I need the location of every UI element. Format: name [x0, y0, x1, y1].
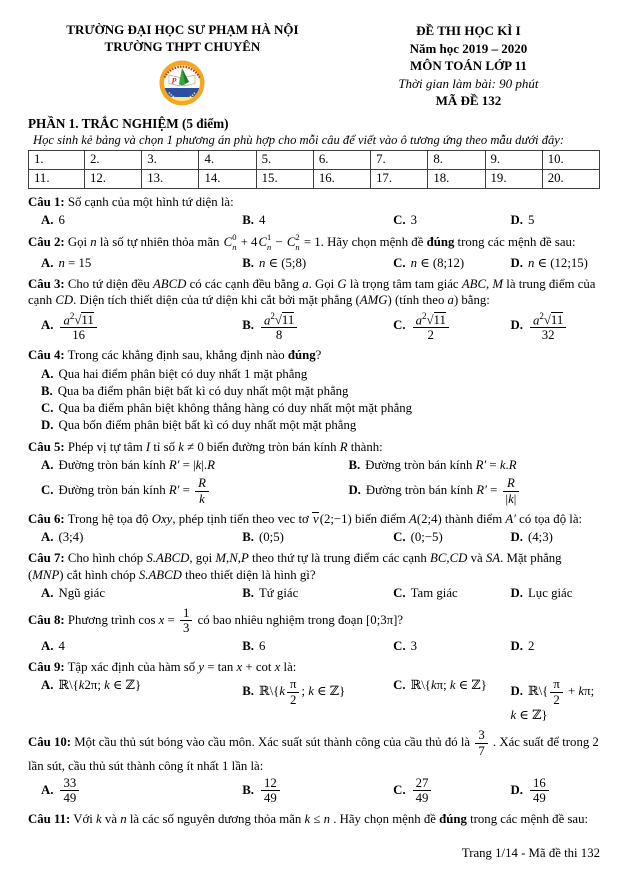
answer-cell: 7.: [371, 150, 428, 169]
options: [28, 638, 600, 654]
option-C: C. (0;−5): [393, 530, 443, 545]
option-label: C.: [393, 678, 406, 693]
exam-subject: MÔN TOÁN LỚP 11: [409, 58, 527, 74]
options: [28, 529, 600, 545]
option-C: C. 3: [393, 213, 418, 228]
option-D: [511, 776, 600, 806]
question-label: Câu 7:: [28, 551, 65, 566]
option-label: D.: [348, 483, 361, 497]
answer-table: [28, 150, 600, 189]
answer-cell: 13.: [142, 169, 199, 188]
answer-cell: 12.: [85, 169, 142, 188]
option-label: D.: [41, 418, 54, 433]
binomial-symbol: C 0 n: [223, 232, 237, 253]
school-name-line1: TRƯỜNG ĐẠI HỌC SƯ PHẠM HÀ NỘI: [66, 22, 299, 37]
option-A: A. ℝ\{k2π; k ∈ ℤ}: [41, 678, 142, 693]
exam-info-block: [337, 22, 600, 111]
option-label: B.: [242, 782, 254, 797]
question-3: [28, 276, 600, 342]
option-C: C. Tam giác: [393, 585, 458, 600]
page-footer: Trang 1/14 - Mã đề thi 132: [461, 846, 600, 860]
option-D: D. 2: [510, 638, 535, 653]
answer-cell: 15.: [256, 169, 313, 188]
option-A: [41, 311, 242, 343]
option-A: A. 6: [41, 213, 65, 228]
answer-cell: 19.: [485, 169, 542, 188]
option-label: A.: [41, 638, 54, 653]
square-root: √ 11: [275, 312, 294, 327]
fraction: $\frac{a^2 √ 11}{2}$: [413, 311, 449, 343]
option-label: A.: [41, 585, 54, 600]
option-D: D. Lục giác: [510, 585, 573, 600]
school-logo-icon: [159, 59, 205, 107]
option-label: B.: [242, 585, 254, 600]
options: [28, 212, 600, 228]
question-label: Câu 2:: [28, 235, 65, 250]
option-B: B. (0;5): [242, 530, 284, 545]
question-4: [28, 347, 600, 433]
fraction: $\frac{a^2 √ 11}{16}$: [60, 311, 96, 343]
option-label: C.: [41, 401, 54, 416]
vector-symbol: v: [313, 511, 319, 526]
question-1: [28, 194, 600, 229]
option-label: D.: [510, 782, 523, 797]
option-label: C.: [393, 638, 406, 653]
option-A: A. Qua hai điểm phân biệt có duy nhất 1 mặt phẳng: [41, 366, 308, 381]
exam-header: [28, 22, 600, 111]
option-C: [393, 311, 510, 343]
fraction: $\frac{R}{k}$: [195, 476, 209, 506]
question-label: Câu 8:: [28, 612, 65, 627]
question-7: [28, 550, 600, 601]
answer-table-row-2: [29, 169, 600, 188]
binomial-symbol: C 2 n: [286, 232, 300, 253]
question-stem: Câu 9: Tập xác định của hàm số y = tan x + cot x là:: [28, 660, 297, 675]
section-instruction: Học sinh kẻ bảng và chọn 1 phương án phù hợp cho mỗi câu để viết vào ô tương ứng theo mẫu dưới đây:: [33, 132, 565, 147]
option-label: D.: [510, 684, 523, 699]
question-label: Câu 3:: [28, 277, 65, 292]
option-label: C.: [393, 318, 406, 333]
binomial-symbol: C 1 n: [258, 232, 272, 253]
option-label: C.: [393, 782, 406, 797]
option-label: C.: [393, 213, 406, 228]
option-label: C.: [41, 483, 54, 497]
option-D: D. (4;3): [510, 530, 553, 545]
question-stem: Câu 10: Một cầu thủ sút bóng vào cầu môn. Xác suất sút thành công của cầu thủ đó là $\frac{3}{7}$ . Xác suất để trong 2 lần sút, cầu thủ sút thành công ít nhất 1 lần là:: [28, 728, 599, 773]
option-A: A. n = 15: [41, 255, 92, 270]
option-label: D.: [510, 530, 523, 545]
exam-year: Năm học 2019 – 2020: [409, 40, 528, 56]
option-B: B. 4: [242, 213, 266, 228]
option-D: [511, 311, 600, 343]
svg-text:P: P: [171, 76, 177, 86]
question-label: Câu 4:: [28, 348, 65, 363]
option-label: A.: [41, 530, 54, 545]
question-10: [28, 728, 600, 806]
option-label: A.: [41, 782, 54, 797]
option-label: B.: [41, 383, 53, 398]
option-B: B. 6: [242, 638, 266, 653]
question-stem: Câu 8: Phương trình cos x = $\frac{1}{3}$ có bao nhiêu nghiệm trong đoạn [0;3π]?: [28, 606, 404, 636]
question-label: Câu 9:: [28, 660, 65, 675]
options: [28, 457, 600, 506]
option-A: A. 4: [41, 638, 65, 653]
answer-cell: 18.: [428, 169, 485, 188]
option-label: C.: [393, 255, 406, 270]
fraction: $\frac{a^2 √ 11}{8}$: [261, 311, 297, 343]
school-name-line2: TRƯỜNG THPT CHUYÊN: [104, 38, 261, 54]
option-label: A.: [41, 255, 54, 270]
fraction: $\frac{R}{|k|}$: [503, 476, 520, 506]
option-label: B.: [242, 684, 254, 699]
school-logo: [28, 59, 337, 111]
option-label: A.: [41, 318, 54, 333]
options: [28, 585, 600, 601]
fraction: $\frac{\pi}{2}$: [550, 677, 562, 707]
option-label: B.: [348, 457, 361, 472]
options: [28, 311, 600, 343]
answer-cell: 14.: [199, 169, 256, 188]
option-label: B.: [242, 213, 254, 228]
answer-cell: 20.: [542, 169, 599, 188]
question-11: [28, 811, 600, 827]
options: [28, 677, 600, 723]
question-6: [28, 511, 600, 546]
option-label: A.: [41, 678, 54, 693]
option-label: D.: [510, 318, 523, 333]
answer-cell: 2.: [85, 150, 142, 169]
option-label: B.: [242, 638, 254, 653]
option-label: D.: [510, 255, 523, 270]
option-A: A. Đường tròn bán kính R′ = |k|.R: [41, 457, 215, 472]
square-root: √ 11: [74, 312, 93, 327]
option-C: C. n ∈ (8;12): [393, 255, 465, 270]
option-B: B. Qua ba điểm phân biệt bất kì có duy nhất một mặt phẳng: [41, 383, 349, 398]
question-stem: Câu 11: Với k và n là các số nguyên dương thỏa mãn k ≤ n . Hãy chọn mệnh đề đúng trong các mệnh đề sau:: [28, 811, 589, 826]
option-label: A.: [41, 457, 54, 472]
option-A: A. (3;4): [41, 530, 84, 545]
option-B: B. Đường tròn bán kính R′ = k.R: [348, 457, 517, 472]
option-C: C. Đường tròn bán kính R′ = $\frac{R}{k}$: [41, 476, 348, 506]
option-D: D. ℝ\{ $\frac{\pi}{2}$ + kπ; k ∈ ℤ}: [510, 677, 595, 722]
question-label: Câu 6:: [28, 511, 65, 526]
fraction: $\frac{16}{49}$: [530, 776, 549, 806]
answer-cell: 9.: [485, 150, 542, 169]
option-C: C. ℝ\{kπ; k ∈ ℤ}: [393, 678, 487, 693]
question-label: Câu 11:: [28, 811, 71, 826]
option-D: D. Đường tròn bán kính R′ = $\frac{R}{|k|}$: [348, 476, 600, 506]
question-list: [28, 194, 600, 827]
question-label: Câu 10:: [28, 734, 72, 749]
options: [28, 255, 600, 271]
question-stem: Câu 3: Cho tứ diện đều ABCD có các cạnh đều bằng a. Gọi G là trọng tâm tam giác ABC, M là trung điểm của cạnh CD. Diện tích thiết diện của tứ diện khi cắt bởi mặt phẳng (AMG) (tính theo a) bằng:: [28, 277, 596, 308]
option-D: D. n ∈ (12;15): [510, 255, 588, 270]
options: [28, 366, 600, 434]
option-C: C. Qua ba điểm phân biệt không thẳng hàng có duy nhất một mặt phẳng: [41, 401, 413, 416]
answer-cell: 4.: [199, 150, 256, 169]
exam-title: ĐỀ THI HỌC KÌ I: [416, 23, 521, 38]
option-label: C.: [393, 530, 406, 545]
option-C: [393, 776, 510, 806]
answer-cell: 16.: [313, 169, 370, 188]
section-title: PHẦN 1. TRẮC NGHIỆM (5 điểm): [28, 115, 229, 131]
option-B: B. ℝ\{k $\frac{\pi}{2}$ ; k ∈ ℤ}: [242, 677, 346, 707]
fraction: $\frac{33}{49}$: [60, 776, 79, 806]
question-2: [28, 233, 600, 271]
square-root: √ 11: [544, 312, 563, 327]
fraction: $\frac{1}{3}$: [180, 606, 192, 636]
answer-cell: 5.: [256, 150, 313, 169]
question-stem: Câu 2: Gọi n là số tự nhiên thỏa mãn C 0 n + 4C 1 n − C 2 n = 1. Hãy chọn mệnh đề đúng trong các mệnh đề sau:: [28, 232, 576, 253]
answer-cell: 17.: [371, 169, 428, 188]
option-B: B. n ∈ (5;8): [242, 255, 307, 270]
option-B: [242, 776, 393, 806]
options: [28, 776, 600, 806]
option-A: [41, 776, 242, 806]
question-5: [28, 439, 600, 506]
option-A: A. Ngũ giác: [41, 585, 106, 600]
answer-cell: 6.: [313, 150, 370, 169]
option-label: A.: [41, 213, 54, 228]
option-label: B.: [242, 255, 254, 270]
answer-cell: 8.: [428, 150, 485, 169]
fraction: $\frac{a^2 √ 11}{32}$: [530, 311, 566, 343]
school-block: [28, 22, 337, 111]
answer-cell: 1.: [29, 150, 85, 169]
option-label: A.: [41, 366, 54, 381]
option-label: B.: [242, 318, 254, 333]
option-label: D.: [510, 213, 523, 228]
question-label: Câu 5:: [28, 439, 65, 454]
question-9: [28, 659, 600, 723]
exam-duration: Thời gian làm bài: 90 phút: [398, 75, 539, 91]
question-stem: Câu 4: Trong các khẳng định sau, khẳng định nào đúng?: [28, 348, 322, 363]
option-label: B.: [242, 530, 254, 545]
question-stem: Câu 6: Trong hệ tọa độ Oxy, phép tịnh tiến theo vec tơ v(2;−1) biến điểm A(2;4) thành điểm A′ có tọa độ là:: [28, 511, 583, 526]
exam-code: MÃ ĐỀ 132: [435, 93, 502, 109]
fraction: $\frac{27}{49}$: [413, 776, 432, 806]
question-stem: Câu 5: Phép vị tự tâm I tỉ số k ≠ 0 biến đường tròn bán kính R thành:: [28, 439, 383, 454]
question-stem: Câu 1: Số cạnh của một hình tứ diện là:: [28, 194, 234, 209]
option-B: B. Tứ giác: [242, 585, 299, 600]
option-B: [242, 311, 393, 343]
option-D: D. 5: [510, 213, 535, 228]
option-label: D.: [510, 638, 523, 653]
question-8: [28, 606, 600, 654]
answer-table-row-1: [29, 150, 600, 169]
square-root: √ 11: [427, 312, 446, 327]
fraction: $\frac{12}{49}$: [261, 776, 280, 806]
question-stem: Câu 7: Cho hình chóp S.ABCD, gọi M,N,P theo thứ tự là trung điểm các cạnh BC,CD và SA. Mặt phẳng (MNP) cắt hình chóp S.ABCD theo thiết diện là hình gì?: [28, 551, 562, 582]
option-D: D. Qua bốn điểm phân biệt bất kì có duy nhất một mặt phẳng: [41, 418, 357, 433]
answer-cell: 10.: [542, 150, 599, 169]
answer-cell: 11.: [29, 169, 85, 188]
option-label: C.: [393, 585, 406, 600]
answer-cell: 3.: [142, 150, 199, 169]
option-C: C. 3: [393, 638, 418, 653]
question-label: Câu 1:: [28, 194, 65, 209]
option-label: D.: [510, 585, 523, 600]
fraction: $\frac{\pi}{2}$: [287, 677, 299, 707]
fraction: $\frac{3}{7}$: [475, 728, 487, 758]
